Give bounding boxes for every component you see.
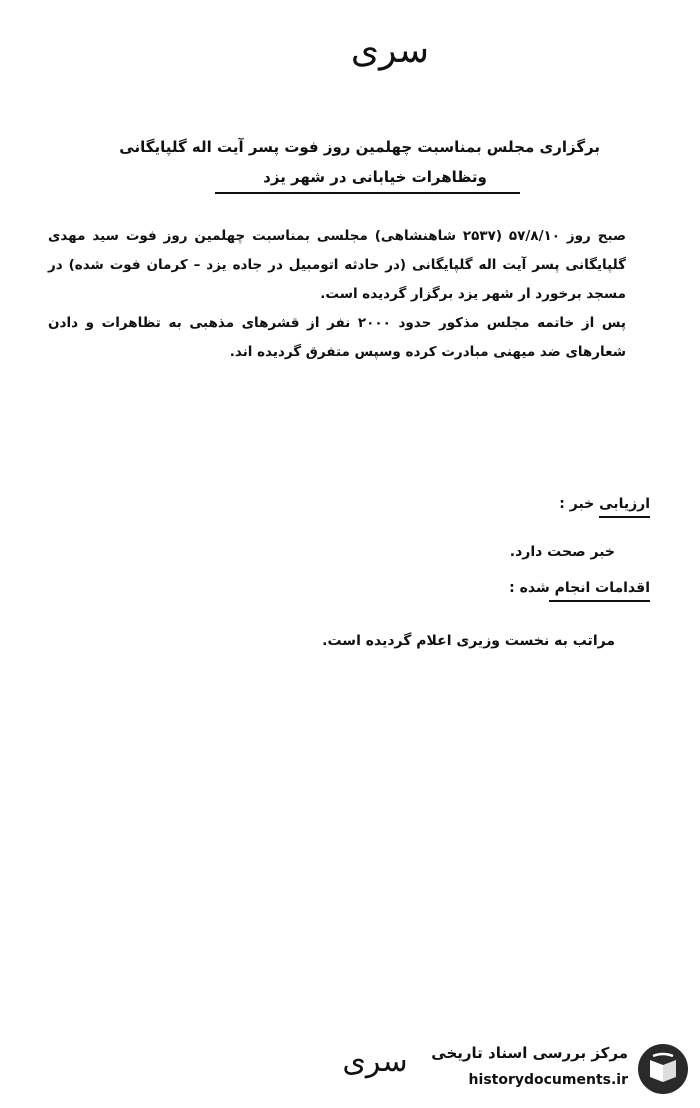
archive-watermark — [431, 1040, 690, 1100]
watermark-url: historydocuments.ir — [468, 1072, 628, 1088]
title-line-1: برگزاری مجلس بمناسبت چهلمین روز فوت پسر آیت اله گلپایگانی — [119, 138, 600, 156]
evaluation-text: خبر صحت دارد. — [509, 544, 615, 560]
actions-heading-label: اقدامات انجام شده : — [509, 580, 650, 596]
report-body — [48, 222, 626, 367]
body-paragraph-1: صبح روز ۵۷/۸/۱۰ (۲۵۳۷ شاهنشاهی) مجلسی بمناسبت چهلمین روز فوت سید مهدی گلپایگانی پسر آیت اله گلپایگانی (در حادثه اتومبیل در جاده یزد – کرمان فوت شده) در مسجد برخورد ار شهر یزد برگزار گردیده است. — [48, 228, 627, 302]
title-line-2: وتظاهرات خیابانی در شهر یزد — [263, 168, 487, 186]
evaluation-heading-underline — [599, 516, 650, 518]
classification-header: سری — [350, 30, 430, 71]
document-title — [119, 132, 600, 192]
body-paragraph-2: پس از خاتمه مجلس مذکور حدود ۲۰۰۰ نفر از قشرهای مذهبی به تظاهرات و دادن شعارهای ضد میهنی مبادرت کرده وسپس متفرق گردیده اند. — [48, 315, 626, 360]
watermark-title: مرکز بررسی اسناد تاریخی — [431, 1044, 628, 1062]
actions-heading — [509, 580, 650, 596]
title-underline — [215, 192, 520, 194]
evaluation-heading-label: ارزیابی خبر : — [559, 496, 650, 512]
book-logo-icon — [636, 1042, 690, 1096]
actions-text: مراتب به نخست وزیری اعلام گردیده است. — [322, 633, 615, 649]
evaluation-heading — [559, 496, 650, 512]
actions-heading-underline — [549, 600, 650, 602]
classification-footer: سری — [342, 1044, 408, 1079]
